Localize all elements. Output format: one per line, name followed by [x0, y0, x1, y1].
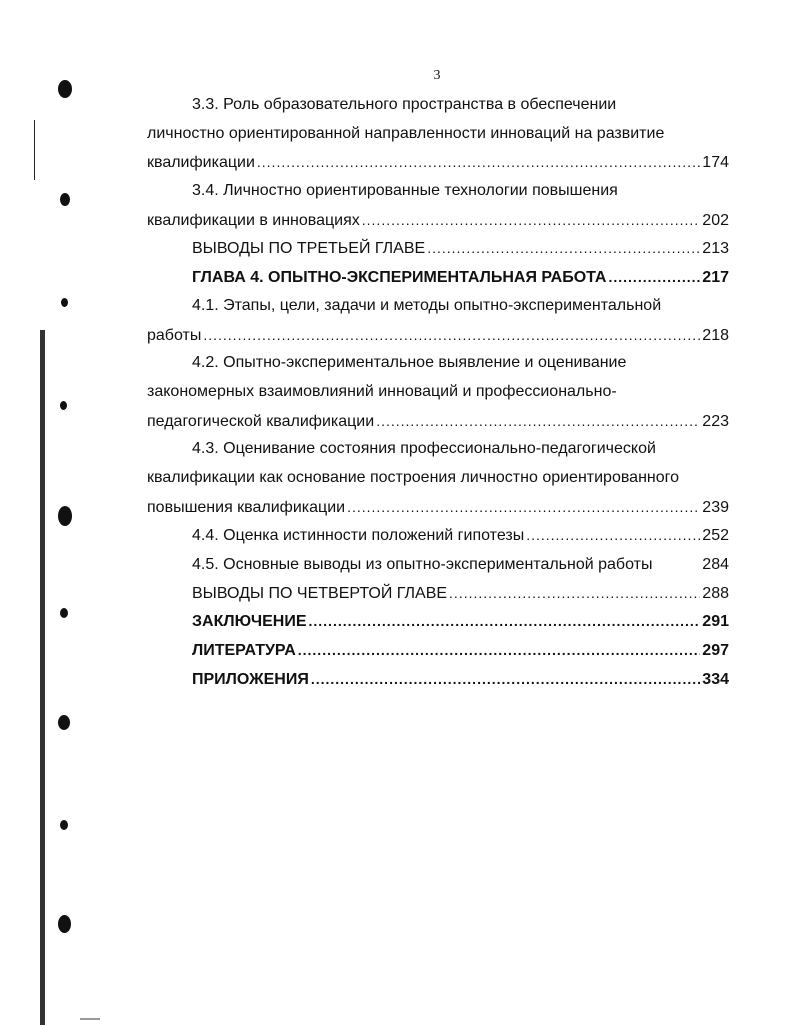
binder-hole-mark [60, 401, 67, 410]
toc-page-number: 288 [702, 584, 729, 602]
toc-entry-text-line [147, 464, 729, 493]
toc-entry [147, 665, 729, 694]
toc-entry-title: квалификации [147, 154, 255, 172]
toc-entry-title: 3.4. Личностно ориентированные технологии повышения [192, 182, 618, 200]
toc-page-number: 217 [702, 269, 729, 287]
toc-page-number: 284 [702, 556, 729, 573]
binder-hole-mark [58, 80, 72, 98]
binder-hole-mark [58, 715, 70, 730]
toc-entry [147, 407, 729, 436]
toc-entry-text-line [147, 292, 729, 321]
toc-entry-title: закономерных взаимовлияний инноваций и профессионально- [147, 382, 617, 400]
dot-leader [376, 407, 700, 436]
toc-entry [147, 234, 729, 263]
toc-entry-title: ЗАКЛЮЧЕНИЕ [192, 613, 307, 631]
toc-entry-text-line [147, 349, 729, 378]
toc-entry [147, 493, 729, 522]
toc-page-number: 297 [702, 642, 729, 660]
toc-entry-text-line [147, 91, 729, 120]
binder-hole-mark [60, 820, 68, 830]
dot-leader [298, 636, 701, 665]
scan-edge-line [80, 1018, 100, 1020]
binder-hole-mark [60, 608, 68, 618]
toc-entry-title: ГЛАВА 4. ОПЫТНО-ЭКСПЕРИМЕНТАЛЬНАЯ РАБОТА [192, 269, 607, 287]
binder-hole-mark [60, 193, 70, 206]
toc-entry [147, 263, 729, 292]
toc-entry-title: 4.5. Основные выводы из опытно-экспериментальной работы [192, 556, 653, 573]
binder-hole-mark [58, 506, 72, 526]
toc-entry-title: личностно ориентированной направленности инноваций на развитие [147, 124, 665, 142]
toc-entry-title: 3.3. Роль образовательного пространства в обеспечении [192, 96, 617, 113]
toc-entry-title: педагогической квалификации [147, 412, 375, 430]
toc-page-number: 218 [702, 326, 729, 344]
toc-entry-title: ВЫВОДЫ ПО ТРЕТЬЕЙ ГЛАВЕ [192, 240, 426, 258]
dot-leader [257, 148, 700, 177]
toc-entry-title: квалификации в инновациях [147, 211, 360, 229]
dot-leader [449, 579, 700, 608]
toc-entry-title: 4.2. Опытно-экспериментальное выявление и оценивание [192, 354, 627, 372]
scan-edge-line [40, 330, 45, 1025]
toc-page-number: 334 [702, 670, 729, 688]
dot-leader [362, 206, 701, 235]
toc-entry [147, 607, 729, 636]
toc-entry-text-line [147, 177, 729, 206]
toc-page-number: 213 [702, 240, 729, 258]
binder-hole-mark [58, 915, 71, 933]
scan-edge-line [34, 120, 35, 180]
binder-hole-mark [61, 298, 68, 307]
dot-leader [608, 263, 700, 292]
toc-entry [147, 321, 729, 350]
toc-entry-title: 4.3. Оценивание состояния профессионально-педагогической [192, 440, 656, 458]
toc-entry-title: 4.1. Этапы, цели, задачи и методы опытно-экспериментальной [192, 296, 662, 314]
toc-page-number: 202 [702, 211, 729, 229]
toc-entry-text-line [147, 120, 729, 149]
toc-entry [147, 148, 729, 177]
dot-leader [203, 321, 700, 350]
toc-entry-title: ПРИЛОЖЕНИЯ [192, 670, 309, 688]
toc-entry [147, 636, 729, 665]
toc-entry-title: ЛИТЕРАТУРА [192, 642, 296, 660]
toc-entry [147, 206, 729, 235]
toc-entry [147, 521, 729, 550]
toc-entry [147, 579, 729, 608]
dot-leader [427, 234, 700, 263]
toc-page-number: 174 [702, 154, 729, 172]
toc-page-number: 252 [702, 527, 729, 545]
toc-entry-title: квалификации как основание построения личностно ориентированного [147, 468, 680, 486]
dot-leader [347, 493, 700, 522]
toc-entry [147, 550, 729, 579]
toc-entry-title: ВЫВОДЫ ПО ЧЕТВЕРТОЙ ГЛАВЕ [192, 584, 448, 602]
toc-entry-text-line [147, 435, 729, 464]
dot-leader [311, 665, 700, 694]
toc-page-number: 223 [702, 412, 729, 430]
dot-leader [309, 607, 701, 636]
toc-entry-title: повышения квалификации [147, 498, 346, 516]
dot-leader [526, 521, 700, 550]
toc-page-number: 239 [702, 498, 729, 516]
toc-entry-text-line [147, 378, 729, 407]
toc-entry-title: 4.4. Оценка истинности положений гипотезы [192, 527, 525, 545]
table-of-contents [147, 91, 729, 693]
toc-page-number: 291 [702, 613, 729, 631]
page-number: 3 [433, 68, 441, 83]
toc-entry-title: работы [147, 326, 202, 344]
